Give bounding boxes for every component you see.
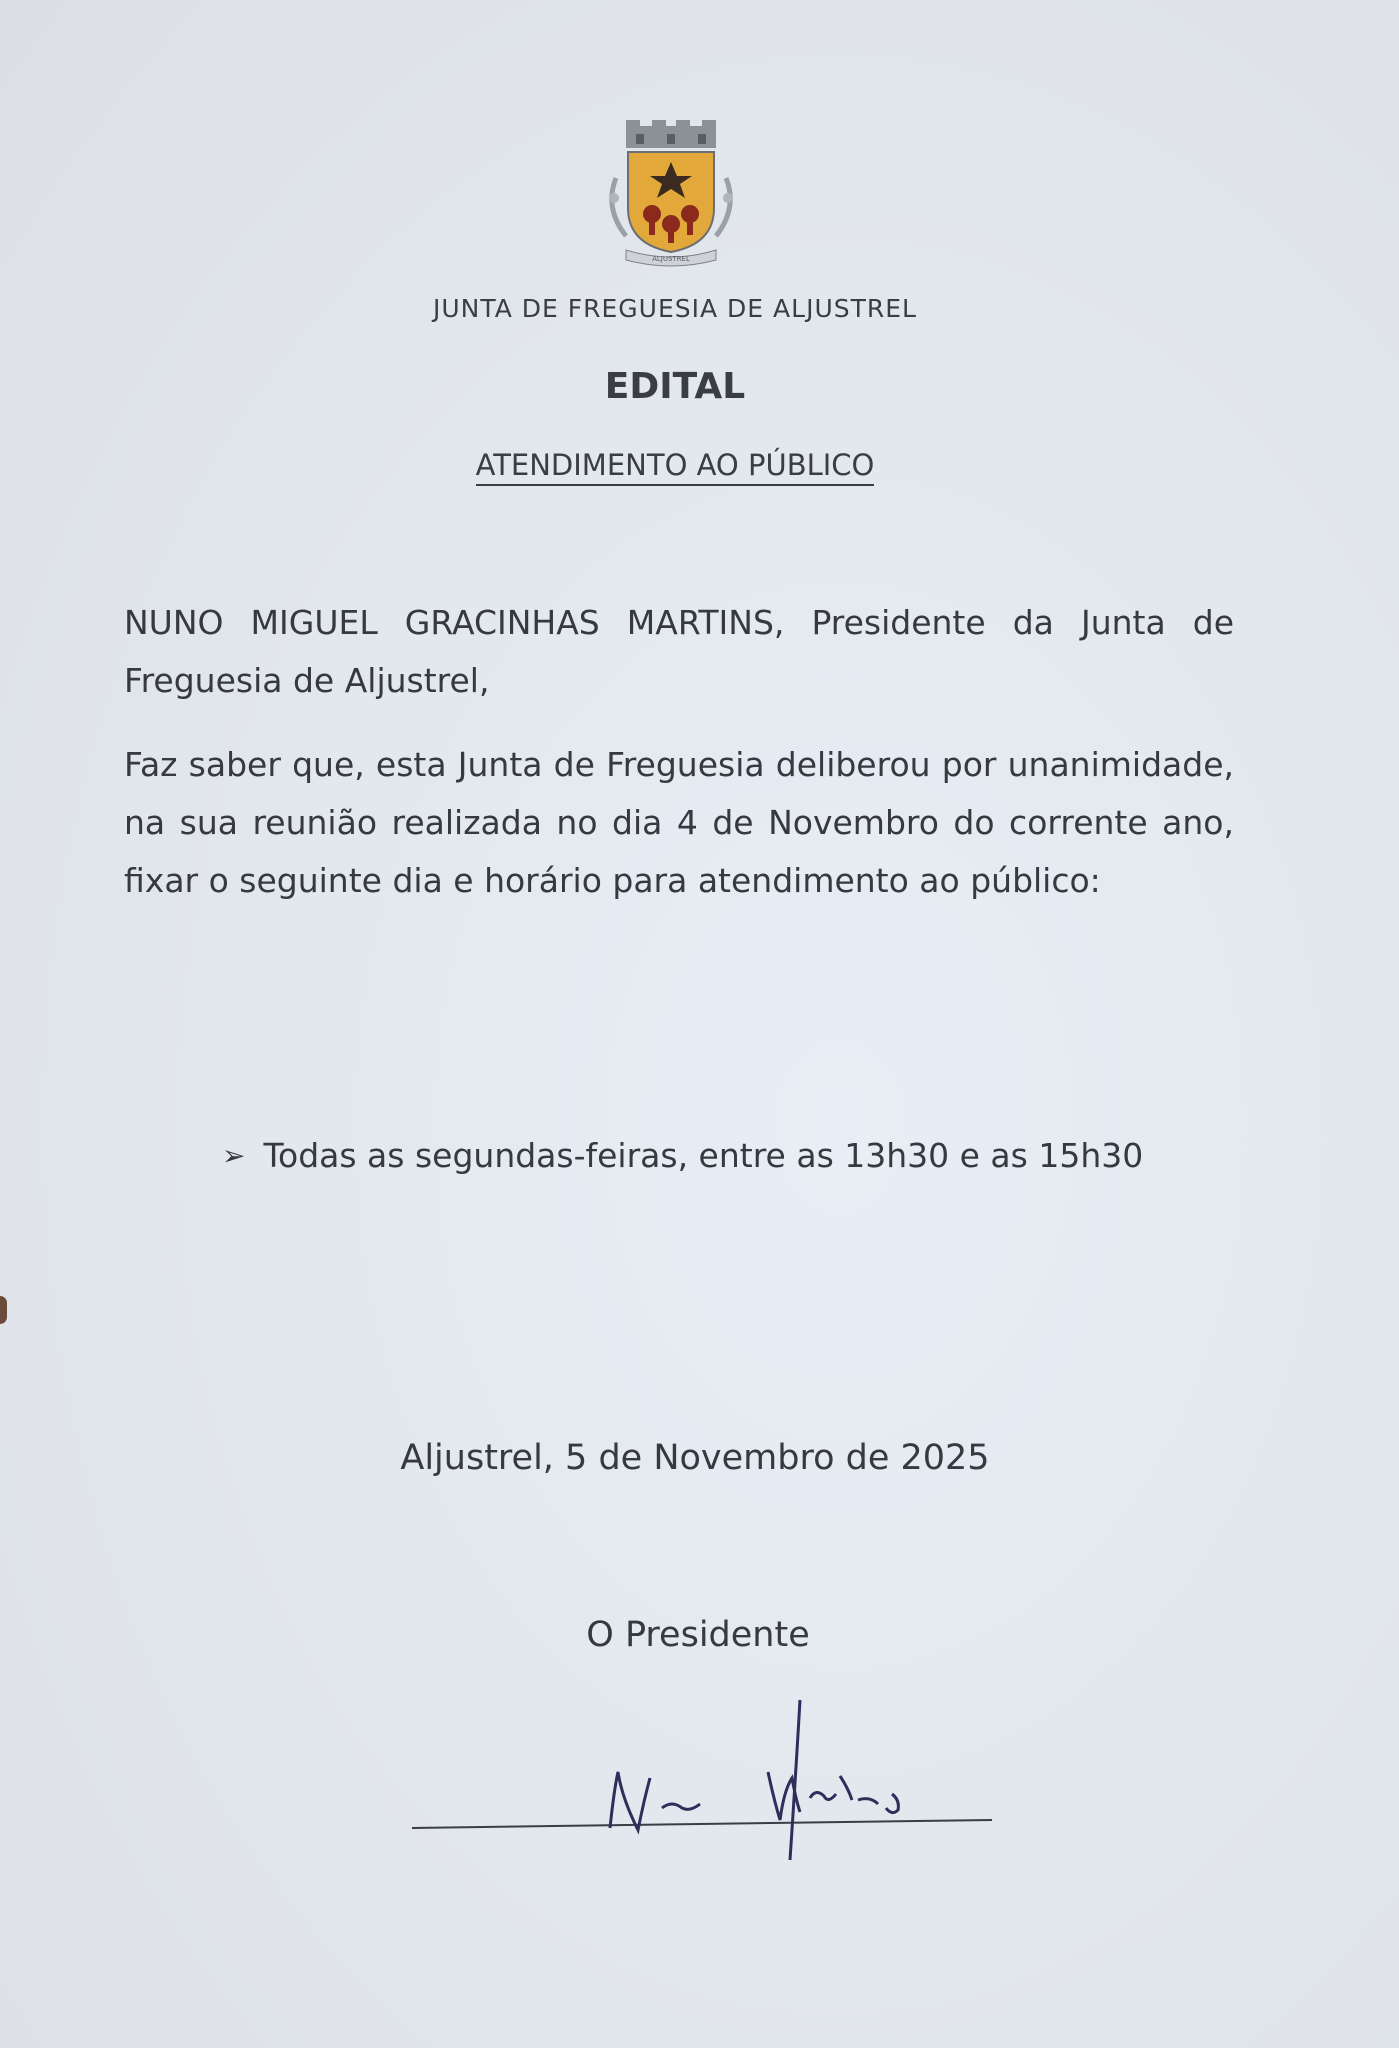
page-edge-mark [0,1296,7,1324]
arrow-bullet-icon: ➢ [222,1139,246,1172]
organization-name: JUNTA DE FREGUESIA DE ALJUSTREL [433,294,917,323]
signatory-role: O Presidente [586,1615,810,1655]
subtitle-text: ATENDIMENTO AO PÚBLICO [476,448,875,486]
document-title: EDITAL [604,366,746,407]
intro-paragraph: NUNO MIGUEL GRACINHAS MARTINS, Presidente da Junta de Freguesia de Aljustrel, [124,603,1234,700]
place-and-date: Aljustrel, 5 de Novembro de 2025 [400,1438,990,1478]
handwritten-signature [400,1680,1000,1870]
schedule-bullet [222,1136,1143,1175]
announcement-paragraph: Faz saber que, esta Junta de Freguesia deliberou por unanimidade, na sua reunião realizada no dia 4 de Novembro do corrente ano, fixar o seguinte dia e horário para atendimento ao público: [124,745,1234,900]
svg-text:ALJUSTREL: ALJUSTREL [652,255,690,263]
coat-of-arms-icon [596,118,746,268]
document-subtitle [0,448,1350,482]
schedule-text: Todas as segundas-feiras, entre as 13h30 e as 15h30 [263,1136,1144,1175]
